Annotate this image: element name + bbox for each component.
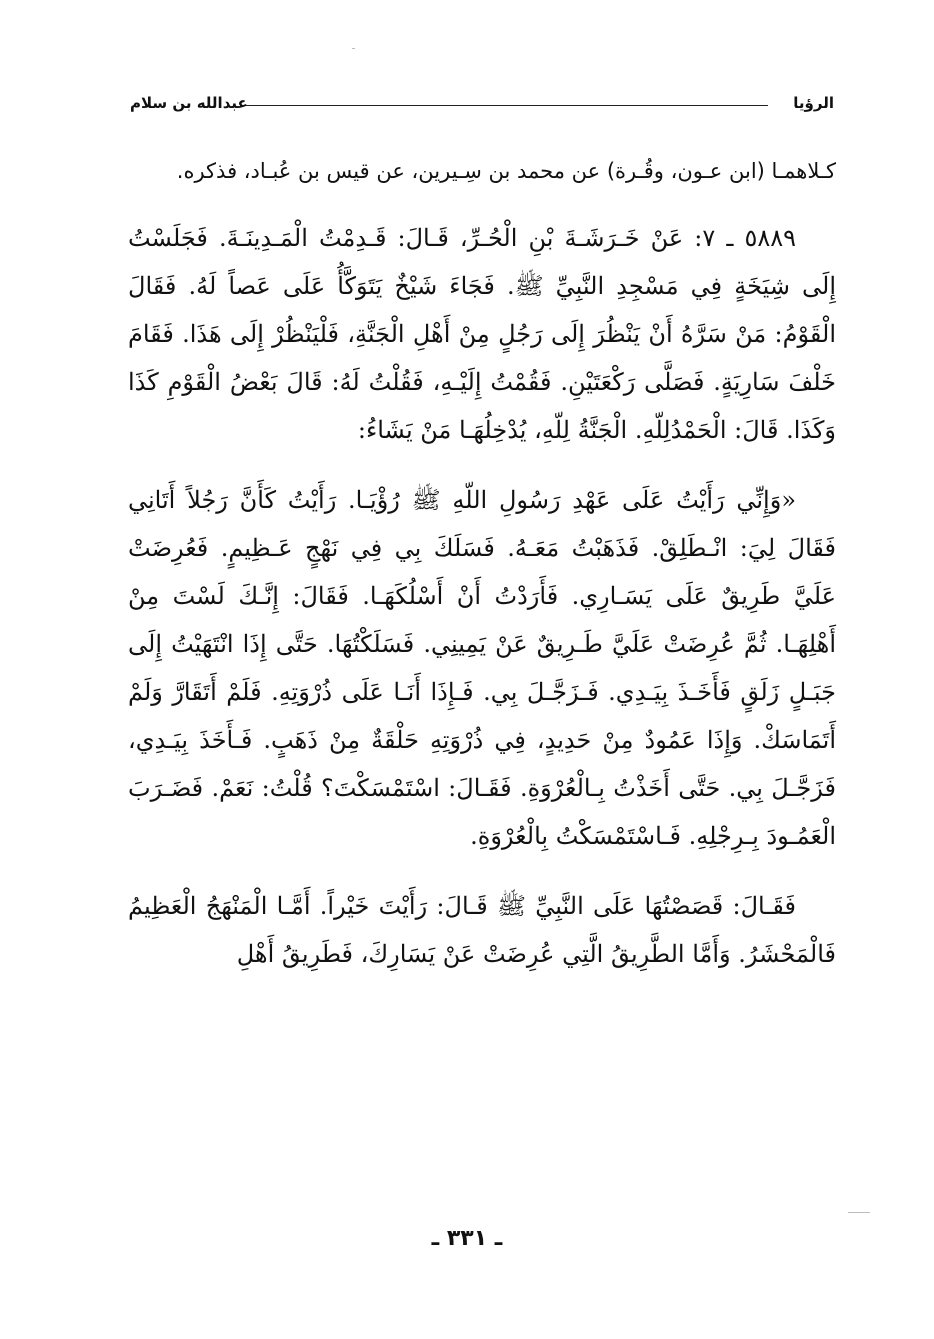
paragraph-intro: كـلاهمـا (ابن عـون، وقُـرة) عن محمد بن سِـيرين، عن قيس بن عُبـاد، فذكره. <box>176 159 836 183</box>
paragraph-hadith-chain: ٥٨٨٩ ـ ٧: عَنْ خَـرَشَـةَ بْنِ الْحُـرِّ، قَـالَ: قَـدِمْتُ الْمَـدِينَـةَ. فَجَلَسْتُ إِلَى شِيَخَةٍ فِي مَسْجِدِ النَّبِيِّ ﷺ. فَجَاءَ شَيْخٌ يَتَوَكَّأُ عَلَى عَصاً لَهُ. فَقَالَ الْقَوْمُ: مَنْ سَرَّهُ أَنْ يَنْظُرَ إِلَى رَجُلٍ مِنْ أَهْلِ الْجَنَّةِ، فَلْيَنْظُرْ إِلَى هَذَا. فَقَامَ خَلْفَ سَارِيَةٍ. فَصَلَّى رَكْعَتَيْنِ. فَقُمْتُ إِلَيْـهِ، فَقُلْتُ لَهُ: قَالَ بَعْضُ الْقَوْمِ كَذَا وَكَذَا. قَالَ: الْحَمْدُلِلّهِ. الْجَنَّةُ لِلّهِ، يُدْخِلُهَـا مَنْ يَشَاءُ: <box>128 224 836 444</box>
body-text <box>128 148 836 1000</box>
header-rule <box>240 105 768 106</box>
section-title: عبدالله بن سلام <box>130 94 248 112</box>
running-header <box>130 92 834 122</box>
scan-speck <box>352 48 355 49</box>
scan-speck <box>848 1212 870 1213</box>
page-number: ـ ٣٣١ ـ <box>431 1226 503 1251</box>
book-title: الرؤيا <box>793 94 834 112</box>
paragraph-dream: «وَإِنِّي رَأَيْتُ عَلَى عَهْدِ رَسُولِ اللّهِ ﷺ رُؤْيَـا. رَأَيْتُ كَأَنَّ رَجُلاً أَتَانِي فَقَالَ لِيَ: انْـطَلِقْ. فَذَهَبْتُ مَعَـهُ. فَسَلَكَ بِي فِي نَهْجٍ عَـظِيمٍ. فَعُرِضَتْ عَلَيَّ طَرِيقٌ عَلَى يَسَـارِي. فَأَرَدْتُ أَنْ أَسْلُكَهَـا. فَقَالَ: إِنَّـكَ لَسْتَ مِنْ أَهْلِهَـا. ثُمَّ عُرِضَتْ عَلَيَّ طَـرِيقٌ عَنْ يَمِينِي. فَسَلَكْتُهَا. حَتَّى إِذَا انْتَهَيْتُ إِلَى جَبَـلٍ زَلَقٍ فَأَخَـذَ بِيَـدِي. فَـزَجَّـلَ بِي. فَـإِذَا أَنَـا عَلَى ذُرْوَتِهِ. فَلَمْ أَتَقَارَّ وَلَمْ أَتَمَاسَكْ. وَإِذَا عَمُودٌ مِنْ حَدِيدٍ، فِي ذُرْوَتِهِ حَلْقَةٌ مِنْ ذَهَبٍ. فَـأَخَذَ بِيَـدِي، فَزَجَّـلَ بِي. حَتَّى أَخَذْتُ بِـالْعُرْوَةِ. فَقَـالَ: اسْتَمْسَكْتَ؟ قُلْتُ: نَعَمْ. فَضَـرَبَ الْعَمُـودَ بِـرِجْلِهِ. فَـاسْتَمْسَكْتُ بِالْعُرْوَةِ. <box>128 486 836 850</box>
paragraph-interpretation: فَقَـالَ: قَصَصْتُهَا عَلَى النَّبِيِّ ﷺ قَـالَ: رَأَيْتَ خَيْراً. أَمَّـا الْمَنْهَجُ الْعَظِيمُ فَالْمَحْشَرُ. وَأَمَّا الطَّرِيقُ الَّتِي عُرِضَتْ عَنْ يَسَارِكَ، فَطَرِيقُ أَهْلِ <box>128 892 836 968</box>
